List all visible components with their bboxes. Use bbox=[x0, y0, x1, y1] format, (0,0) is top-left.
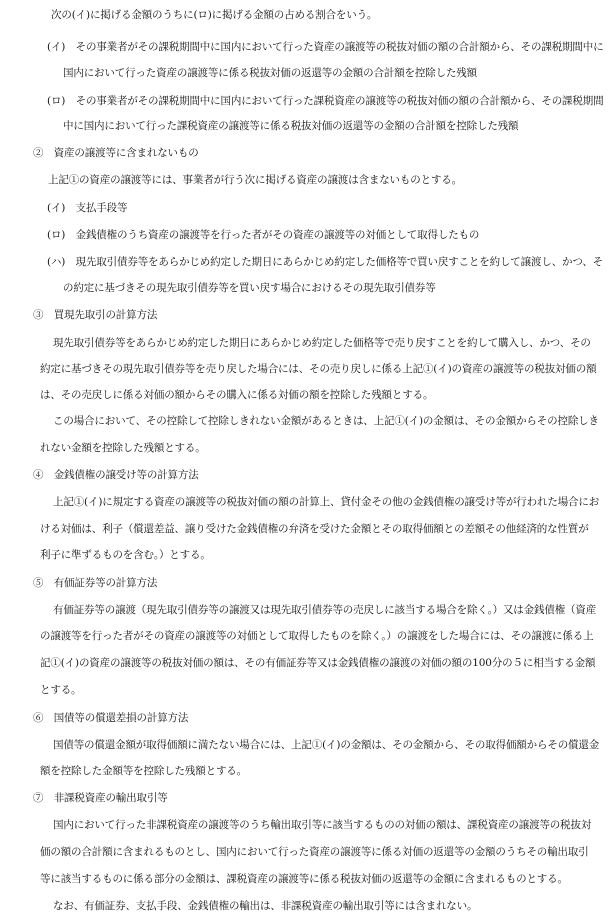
section-3-para-line-3: は、その売戻しに係る対価の額からその購入に係る対価の額を控除した残額とする。 bbox=[40, 389, 434, 401]
section-5-para-line-4: とする。 bbox=[40, 684, 82, 696]
section-6-para-line-1: 国債等の償還金額が取得価額に満たない場合には、上記①(イ)の金額は、その金額から、その取得価額からその償還金 bbox=[53, 739, 600, 751]
section-2-item-ha-line-2: の約定に基づきその現先取引債券等を買い戻す場合におけるその現先取引債券等 bbox=[63, 282, 436, 294]
section-3-heading: ③ 買現先取引の計算方法 bbox=[33, 309, 158, 321]
item-ro-line-1: (ロ) その事業者がその課税期間中に国内において行った課税資産の譲渡等の税抜対価の額の合計額から、その課税期間 bbox=[47, 95, 604, 107]
section-5-para-line-2: の譲渡等を行った者がその資産の譲渡等の対価として取得したものを除く。）の譲渡をした場合には、その譲渡に係る上 bbox=[40, 630, 594, 642]
section-2-para: 上記①の資産の譲渡等には、事業者が行う次に掲げる資産の譲渡は含まないものとする。 bbox=[48, 174, 462, 186]
section-2-item-ro: (ロ) 金銭債権のうち資産の譲渡等を行った者がその資産の譲渡等の対価として取得したもの bbox=[47, 229, 480, 241]
section-7-note: なお、有価証券、支払手段、金銭債権の輸出は、非課税資産の輸出取引等には含まれない。 bbox=[53, 900, 478, 912]
section-5-heading: ⑤ 有価証券等の計算方法 bbox=[33, 577, 158, 589]
ratio-definition-line: 次の(イ)に掲げる金額のうちに(ロ)に掲げる金額の占める割合をいう。 bbox=[51, 9, 378, 21]
section-3-para2-line-1: この場合において、その控除して控除しきれない金額があるときは、上記①(イ)の金額は、その金額からその控除しき bbox=[53, 415, 599, 427]
section-7-para-line-1: 国内において行った非課税資産の譲渡等のうち輸出取引等に該当するものの対価の額は、課税資産の譲渡等の税抜対 bbox=[53, 819, 592, 831]
section-4-para-line-2: ける対価は、利子（償還差益、譲り受けた金銭債権の弁済を受けた金額とその取得価額との差額その他経済的な性質が bbox=[40, 523, 589, 535]
item-i-line-2: 国内において行った資産の譲渡等に係る税抜対価の返還等の金額の合計額を控除した残額 bbox=[63, 67, 477, 79]
section-3-para-line-1: 現先取引債券等をあらかじめ約定した期日にあらかじめ約定した価格等で売り戻すことを約して購入し、かつ、その bbox=[53, 337, 591, 349]
section-3-para-line-2: 約定に基づきその現先取引債券等を売り戻した場合には、その売り戻しに係る上記①(イ)の資産の譲渡等の税抜対価の額 bbox=[40, 363, 597, 375]
section-2-heading: ② 資産の譲渡等に含まれないもの bbox=[33, 147, 199, 159]
section-5-para-line-3: 記①(イ)の資産の譲渡等の税抜対価の額は、その有価証券等又は金銭債権の譲渡の対価の額の100分の５に相当する金額 bbox=[40, 657, 596, 669]
section-7-para-line-2: 価の額の合計額に含まれるものとし、国内において行った資産の譲渡等に係る対価の返還等の金額のうちその輸出取引 bbox=[40, 846, 589, 858]
section-7-heading: ⑦ 非課税資産の輸出取引等 bbox=[33, 792, 168, 804]
section-6-para-line-2: 額を控除した金額等を控除した残額とする。 bbox=[40, 765, 247, 777]
item-ro-line-2: 中に国内において行った課税資産の譲渡等に係る税抜対価の返還等の金額の合計額を控除した残額 bbox=[63, 120, 519, 132]
section-2-item-ha-line-1: (ハ) 現先取引債券等をあらかじめ約定した期日にあらかじめ約定した価格等で買い戻すことを約して譲渡し、かつ、そ bbox=[47, 256, 604, 268]
section-4-para-line-1: 上記①(イ)に規定する資産の譲渡等の税抜対価の額の計算上、貸付金その他の金銭債権の譲受け等が行われた場合にお bbox=[53, 496, 600, 508]
section-3-para2-line-2: れない金額を控除した残額とする。 bbox=[40, 442, 206, 454]
section-4-para-line-3: 利子に準ずるものを含む。）とする。 bbox=[40, 549, 211, 561]
section-7-para-line-3: 等に該当するものに係る部分の金額は、課税資産の譲渡等に係る税抜対価の返還等の金額に含まれるものとする。 bbox=[40, 873, 568, 885]
section-5-para-line-1: 有価証券等の譲渡（現先取引債券等の譲渡又は現先取引債券等の売戻しに該当する場合を除く。）又は金銭債権（資産 bbox=[53, 604, 597, 616]
section-2-item-i: (イ) 支払手段等 bbox=[47, 202, 128, 214]
section-6-heading: ⑥ 国債等の償還差損の計算方法 bbox=[33, 712, 189, 724]
item-i-line-1: (イ) その事業者がその課税期間中に国内において行った資産の譲渡等の税抜対価の額の合計額から、その課税期間中に bbox=[47, 41, 604, 53]
section-4-heading: ④ 金銭債権の譲受け等の計算方法 bbox=[33, 469, 199, 481]
